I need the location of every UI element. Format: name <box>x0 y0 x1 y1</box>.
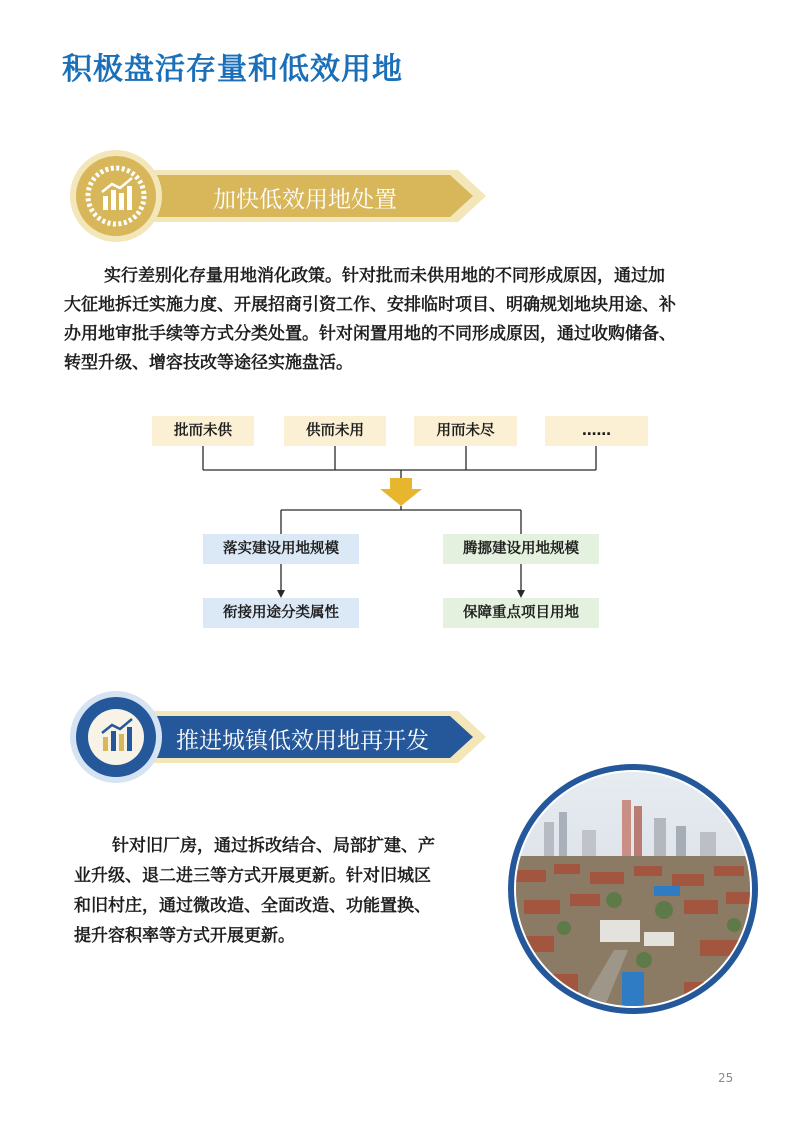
flow-top-item: 供而未用 <box>284 416 386 446</box>
section-1-title: 加快低效用地处置 <box>213 187 397 213</box>
down-arrow-icon <box>380 478 422 506</box>
paragraph-line: 实行差别化存量用地消化政策。针对批而未供用地的不同形成原因，通过加 <box>104 266 665 286</box>
aerial-city-photo <box>504 760 762 1018</box>
flow-left-box-1: 落实建设用地规模 <box>203 534 359 564</box>
flow-left-box-2: 衔接用途分类属性 <box>203 598 359 628</box>
paragraph-line: 针对旧厂房，通过拆改结合、局部扩建、产 <box>112 836 435 856</box>
flow-top-item: …… <box>545 416 648 446</box>
paragraph-line: 转型升级、增容技改等途径实施盘活。 <box>64 353 353 373</box>
flow-top-item: 批而未供 <box>152 416 254 446</box>
flow-top-item: 用而未尽 <box>414 416 517 446</box>
section-banner-2 <box>68 689 488 785</box>
page-number: 25 <box>718 1071 734 1085</box>
paragraph-line: 办用地审批手续等方式分类处置。针对闲置用地的不同形成原因，通过收购储备、 <box>64 324 676 344</box>
section-2-title: 推进城镇低效用地再开发 <box>176 728 429 754</box>
paragraph-line: 业升级、退二进三等方式开展更新。针对旧城区 <box>74 866 431 886</box>
flow-right-box-1: 腾挪建设用地规模 <box>443 534 599 564</box>
paragraph-line: 和旧村庄，通过微改造、全面改造、功能置换、 <box>74 896 431 916</box>
paragraph-line: 大征地拆迁实施力度、开展招商引资工作、安排临时项目、明确规划地块用途、补 <box>64 295 676 315</box>
flow-right-box-2: 保障重点项目用地 <box>443 598 599 628</box>
page-title: 积极盘活存量和低效用地 <box>62 52 403 87</box>
paragraph-line: 提升容积率等方式开展更新。 <box>74 926 295 946</box>
